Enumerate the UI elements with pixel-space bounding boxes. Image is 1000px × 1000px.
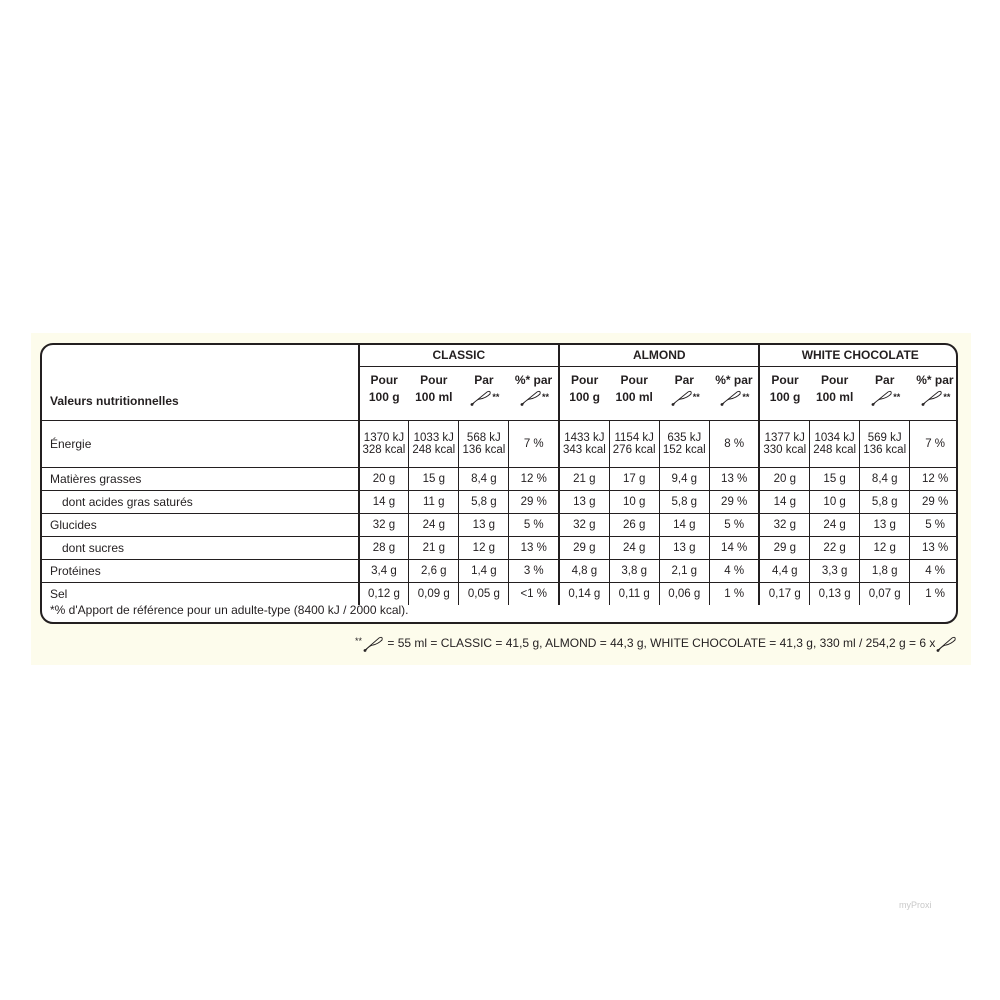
table-cell: 1,4 g [459,559,509,582]
cone-icon [718,389,742,407]
table-cell: 32 g [559,513,609,536]
product-header: WHITE CHOCOLATE [759,345,958,366]
cell-line: 248 kcal [412,443,456,456]
table-cell: 0,05 g [459,582,509,605]
col-header-text: Pour [570,372,599,387]
col-header-text: %* par [916,372,954,387]
portion-note-text: = 55 ml = CLASSIC = 41,5 g, ALMOND = 44,3 g, WHITE CHOCOLATE = 41,3 g, 330 ml / 254,2 g = 6 x [387,636,936,651]
table-cell [759,420,809,467]
table-cell: 13 % [509,536,559,559]
col-header-text: Pour [620,372,648,387]
table-cell: 1 % [709,582,759,605]
table-cell: 2,6 g [409,559,459,582]
table-title: Valeurs nutritionnelles [50,394,179,408]
table-cell: 5,8 g [659,490,709,513]
table-cell: 15 g [409,467,459,490]
table-cell: 5,8 g [860,490,910,513]
cone-icon [919,389,943,407]
col-header-asterisks: ** [692,391,700,402]
table-cell: 1 % [910,582,958,605]
col-header-asterisks: ** [541,391,549,402]
cell-line: 1370 kJ [363,431,405,444]
table-cell: 0,06 g [659,582,709,605]
row-label: Glucides [42,513,359,536]
cell-line: 1154 kJ [614,431,654,444]
col-header-pct [509,366,559,420]
table-cell: 14 % [709,536,759,559]
table-cell: 8,4 g [459,467,509,490]
table-cell: 0,17 g [759,582,809,605]
row-label: Énergie [42,420,359,467]
table-cell: 14 g [659,513,709,536]
table-cell: 11 g [409,490,459,513]
table-cell: 13 % [709,467,759,490]
cell-line: 248 kcal [813,443,857,456]
cone-icon [362,636,384,652]
cell-line: 568 kJ [466,431,501,444]
col-header-asterisks: ** [893,391,901,402]
cell-line: 1433 kJ [564,431,605,444]
cell-line: 1033 kJ [413,431,454,444]
row-label: Matières grasses [42,467,359,490]
col-header-asterisks: ** [492,391,500,402]
product-header: ALMOND [559,345,759,366]
col-header-per100g [559,366,609,420]
table-cell: 3,3 g [810,559,860,582]
col-header-per100ml [409,366,459,420]
col-header-text: Pour [420,372,448,387]
table-cell: 4,8 g [559,559,609,582]
portion-note [355,636,957,652]
table-cell: 12 g [459,536,509,559]
table-cell [810,420,860,467]
header-spacer [42,345,359,366]
row-label: dont acides gras saturés [42,490,359,513]
table-cell [459,420,509,467]
reference-footnote: *% d'Apport de référence pour un adulte-type (8400 kJ / 2000 kcal). [50,603,409,617]
col-header-text: Pour [820,372,849,387]
table-cell: 14 g [759,490,809,513]
table-cell: 21 g [409,536,459,559]
col-header-asterisks: ** [742,391,750,402]
table-cell: 14 g [359,490,409,513]
product-header-row [42,345,958,366]
col-header-text: 100 ml [415,389,453,404]
watermark: myProxi [899,900,932,910]
col-header-per-portion [459,366,509,420]
col-header-text: %* par [514,372,553,387]
table-row [42,490,958,513]
col-header-text: Par [674,372,694,387]
table-cell: 10 g [609,490,659,513]
table-cell: <1 % [509,582,559,605]
col-header-asterisks: ** [943,391,951,402]
table-cell: 2,1 g [659,559,709,582]
table-cell: 32 g [759,513,809,536]
col-header-per100ml [810,366,860,420]
table-cell: 13 g [559,490,609,513]
table-cell: 21 g [559,467,609,490]
table-cell: 24 g [609,536,659,559]
table-cell: 22 g [810,536,860,559]
cell-line: 136 kcal [863,443,907,456]
table-cell: 0,14 g [559,582,609,605]
cone-icon [518,389,542,407]
table-cell: 5,8 g [459,490,509,513]
col-header-per-portion [860,366,910,420]
table-cell [559,420,609,467]
table-cell: 3 % [509,559,559,582]
cell-line: 635 kJ [667,431,702,444]
table-cell: 12 g [860,536,910,559]
table-cell: 8 % [709,420,759,467]
table-cell: 20 g [759,467,809,490]
col-header-text: Par [474,372,494,387]
table-cell: 4,4 g [759,559,809,582]
table-row [42,467,958,490]
col-header-text: 100 g [368,389,400,404]
table-cell: 1,8 g [860,559,910,582]
table-cell: 13 g [860,513,910,536]
table-cell: 13 % [910,536,958,559]
table-cell: 24 g [810,513,860,536]
table-cell: 12 % [509,467,559,490]
table-cell: 3,4 g [359,559,409,582]
table-row [42,513,958,536]
col-header-per100ml [609,366,659,420]
col-header-text: Pour [771,372,799,387]
table-row [42,536,958,559]
table-cell: 10 g [810,490,860,513]
table-cell [609,420,659,467]
table-cell: 4 % [910,559,958,582]
cell-line: 1377 kJ [764,431,805,444]
table-cell [359,420,409,467]
table-cell: 20 g [359,467,409,490]
row-label: Protéines [42,559,359,582]
table-cell: 3,8 g [609,559,659,582]
table-cell: 29 g [559,536,609,559]
table-cell: 26 g [609,513,659,536]
table-cell: 29 % [910,490,958,513]
col-header-text: 100 g [769,389,801,404]
table-cell: 13 g [659,536,709,559]
table-cell: 0,09 g [409,582,459,605]
col-header-pct [709,366,759,420]
table-cell: 9,4 g [659,467,709,490]
table-cell: 5 % [910,513,958,536]
portion-note-asterisks: ** [355,636,363,646]
column-header-row [42,366,958,420]
table-cell: 15 g [810,467,860,490]
col-header-pct [910,366,958,420]
nutrition-table [42,345,958,605]
cell-line: 328 kcal [362,443,406,456]
cell-line: 152 kcal [662,443,706,456]
table-row [42,420,958,467]
cell-line: 330 kcal [763,443,807,456]
table-row [42,559,958,582]
nutrition-table-frame [40,343,958,624]
cell-line: 343 kcal [562,443,606,456]
table-cell: 5 % [709,513,759,536]
row-label: Sel [42,582,359,605]
table-cell [659,420,709,467]
table-cell: 7 % [910,420,958,467]
cone-icon [468,389,492,407]
cell-line: 276 kcal [612,443,656,456]
table-cell [860,420,910,467]
table-cell: 13 g [459,513,509,536]
col-header-per100g [359,366,409,420]
table-cell: 0,11 g [609,582,659,605]
table-cell: 7 % [509,420,559,467]
table-cell: 4 % [709,559,759,582]
table-cell: 29 % [709,490,759,513]
cone-icon [869,389,893,407]
table-row [42,582,958,605]
table-cell: 28 g [359,536,409,559]
table-cell: 0,07 g [860,582,910,605]
table-cell: 24 g [409,513,459,536]
table-cell: 8,4 g [860,467,910,490]
table-cell [409,420,459,467]
row-label: dont sucres [42,536,359,559]
col-header-per100g [759,366,809,420]
col-header-text: %* par [715,372,753,387]
cone-icon [669,389,693,407]
table-cell: 5 % [509,513,559,536]
table-cell: 29 g [759,536,809,559]
col-header-text: Par [875,372,895,387]
product-header: CLASSIC [359,345,559,366]
table-cell: 0,13 g [810,582,860,605]
col-header-text: 100 ml [815,389,854,404]
cell-line: 569 kJ [867,431,902,444]
col-header-text: Pour [370,372,398,387]
cone-icon [935,636,957,652]
cell-line: 1034 kJ [814,431,855,444]
col-header-text: 100 ml [615,389,653,404]
table-cell: 32 g [359,513,409,536]
col-header-per-portion [659,366,709,420]
cell-line: 136 kcal [462,443,506,456]
table-cell: 29 % [509,490,559,513]
col-header-text: 100 g [569,389,600,404]
table-cell: 12 % [910,467,958,490]
table-cell: 17 g [609,467,659,490]
table-cell: 0,12 g [359,582,409,605]
